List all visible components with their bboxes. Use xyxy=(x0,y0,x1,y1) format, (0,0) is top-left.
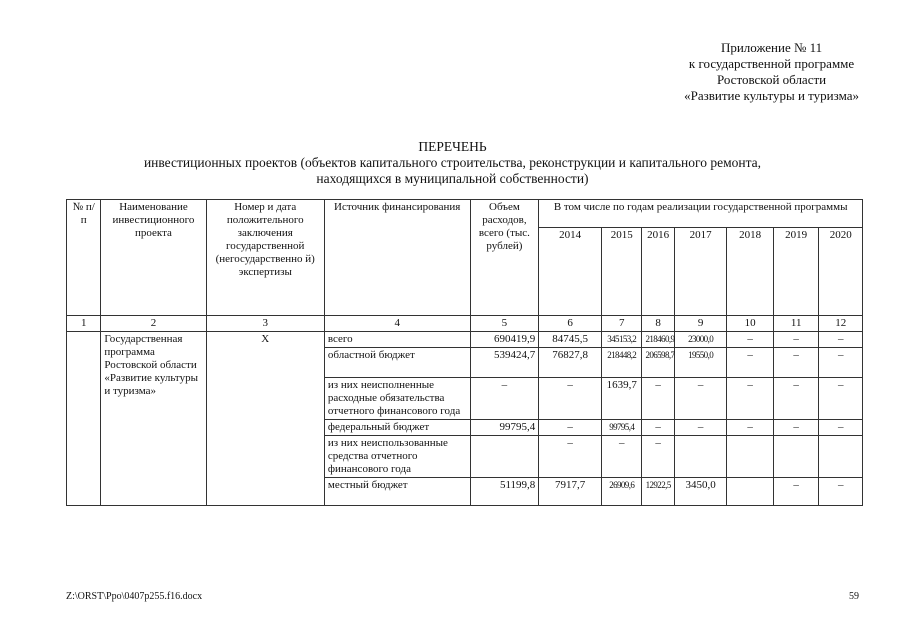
year-cell xyxy=(674,436,727,478)
header-year: 2014 xyxy=(539,228,602,316)
column-number: 6 xyxy=(539,316,602,332)
footer-file-path: Z:\ORST\Ppo\0407p255.f16.docx xyxy=(66,591,203,602)
project-name-cell: Государственная программа Ростовской области «Развитие культуры и туризма» xyxy=(101,332,206,506)
title-heading: ПЕРЕЧЕНЬ xyxy=(418,139,487,154)
total-cell: 51199,8 xyxy=(470,478,539,506)
year-cell: – xyxy=(819,348,863,378)
year-cell: 23000,0 xyxy=(674,332,727,348)
header-year: 2017 xyxy=(674,228,727,316)
header-year: 2015 xyxy=(602,228,642,316)
year-cell: – xyxy=(642,378,674,420)
appendix-header xyxy=(684,40,859,104)
header-year: 2016 xyxy=(642,228,674,316)
investment-projects-table xyxy=(66,199,863,506)
footer-page-number: 59 xyxy=(849,591,859,602)
year-cell: 12922,5 xyxy=(642,478,674,506)
year-cell: 345153,2 xyxy=(602,332,642,348)
year-cell: – xyxy=(773,478,819,506)
year-cell: – xyxy=(539,420,602,436)
year-cell: 218448,2 xyxy=(602,348,642,378)
source-cell: из них неисполненные расходные обязательства отчетного финансового года xyxy=(324,378,470,420)
year-cell: – xyxy=(539,436,602,478)
year-cell: – xyxy=(727,420,774,436)
title-line: инвестиционных проектов (объектов капитального строительства, реконструкции и капитального ремонта, xyxy=(143,155,762,170)
column-number: 10 xyxy=(727,316,774,332)
column-number: 3 xyxy=(206,316,324,332)
year-cell: 7917,7 xyxy=(539,478,602,506)
year-cell: – xyxy=(773,348,819,378)
year-cell: – xyxy=(773,420,819,436)
column-number: 7 xyxy=(602,316,642,332)
cell-num xyxy=(67,332,101,506)
year-cell: – xyxy=(773,378,819,420)
header-years-group: В том числе по годам реализации государственной программы xyxy=(539,200,863,228)
year-cell: 26909,6 xyxy=(602,478,642,506)
title-line: находящихся в муниципальной собственности) xyxy=(316,171,589,186)
total-cell xyxy=(470,436,539,478)
year-cell: 99795,4 xyxy=(602,420,642,436)
column-number: 11 xyxy=(773,316,819,332)
header-year: 2018 xyxy=(727,228,774,316)
year-cell: 3450,0 xyxy=(674,478,727,506)
year-cell: – xyxy=(674,378,727,420)
table-row xyxy=(67,332,863,348)
source-cell: областной бюджет xyxy=(324,348,470,378)
appendix-line: Приложение № 11 xyxy=(720,40,823,55)
header-num: № п/п xyxy=(67,200,101,316)
expertise-cell: Х xyxy=(206,332,324,506)
header-project-name: Наименование инвестиционного проекта xyxy=(101,200,206,316)
total-cell: 690419,9 xyxy=(470,332,539,348)
column-number: 8 xyxy=(642,316,674,332)
year-cell: – xyxy=(727,348,774,378)
year-cell: 1639,7 xyxy=(602,378,642,420)
year-cell: 218460,9 xyxy=(642,332,674,348)
header-expertise: Номер и дата положительного заключения государственной (негосударственно й) экспертизы xyxy=(206,200,324,316)
year-cell: – xyxy=(819,478,863,506)
year-cell: 84745,5 xyxy=(539,332,602,348)
year-cell: – xyxy=(642,436,674,478)
total-cell: 539424,7 xyxy=(470,348,539,378)
source-cell: местный бюджет xyxy=(324,478,470,506)
year-cell: – xyxy=(727,332,774,348)
document-title xyxy=(0,139,905,187)
year-cell: – xyxy=(819,332,863,348)
appendix-line: «Развитие культуры и туризма» xyxy=(684,88,859,103)
column-number: 2 xyxy=(101,316,206,332)
year-cell xyxy=(773,436,819,478)
column-number: 12 xyxy=(819,316,863,332)
header-year: 2019 xyxy=(773,228,819,316)
year-cell: – xyxy=(819,378,863,420)
column-number: 9 xyxy=(674,316,727,332)
year-cell xyxy=(819,436,863,478)
appendix-line: Ростовской области xyxy=(716,72,827,87)
total-cell: 99795,4 xyxy=(470,420,539,436)
header-source: Источник финансирования xyxy=(324,200,470,316)
year-cell: – xyxy=(674,420,727,436)
header-volume: Объем расходов, всего (тыс. рублей) xyxy=(470,200,539,316)
year-cell xyxy=(727,478,774,506)
column-number: 5 xyxy=(470,316,539,332)
year-cell xyxy=(727,436,774,478)
year-cell: – xyxy=(602,436,642,478)
year-cell: 76827,8 xyxy=(539,348,602,378)
year-cell: 19550,0 xyxy=(674,348,727,378)
year-cell: 206598,7 xyxy=(642,348,674,378)
source-cell: из них неиспользованные средства отчетного финансового года xyxy=(324,436,470,478)
year-cell: – xyxy=(819,420,863,436)
total-cell: – xyxy=(470,378,539,420)
year-cell: – xyxy=(539,378,602,420)
column-number: 1 xyxy=(67,316,101,332)
appendix-line: к государственной программе xyxy=(688,56,855,71)
source-cell: федеральный бюджет xyxy=(324,420,470,436)
year-cell: – xyxy=(773,332,819,348)
column-number: 4 xyxy=(324,316,470,332)
header-year: 2020 xyxy=(819,228,863,316)
source-cell: всего xyxy=(324,332,470,348)
year-cell: – xyxy=(727,378,774,420)
column-number-row xyxy=(67,316,863,332)
year-cell: – xyxy=(642,420,674,436)
